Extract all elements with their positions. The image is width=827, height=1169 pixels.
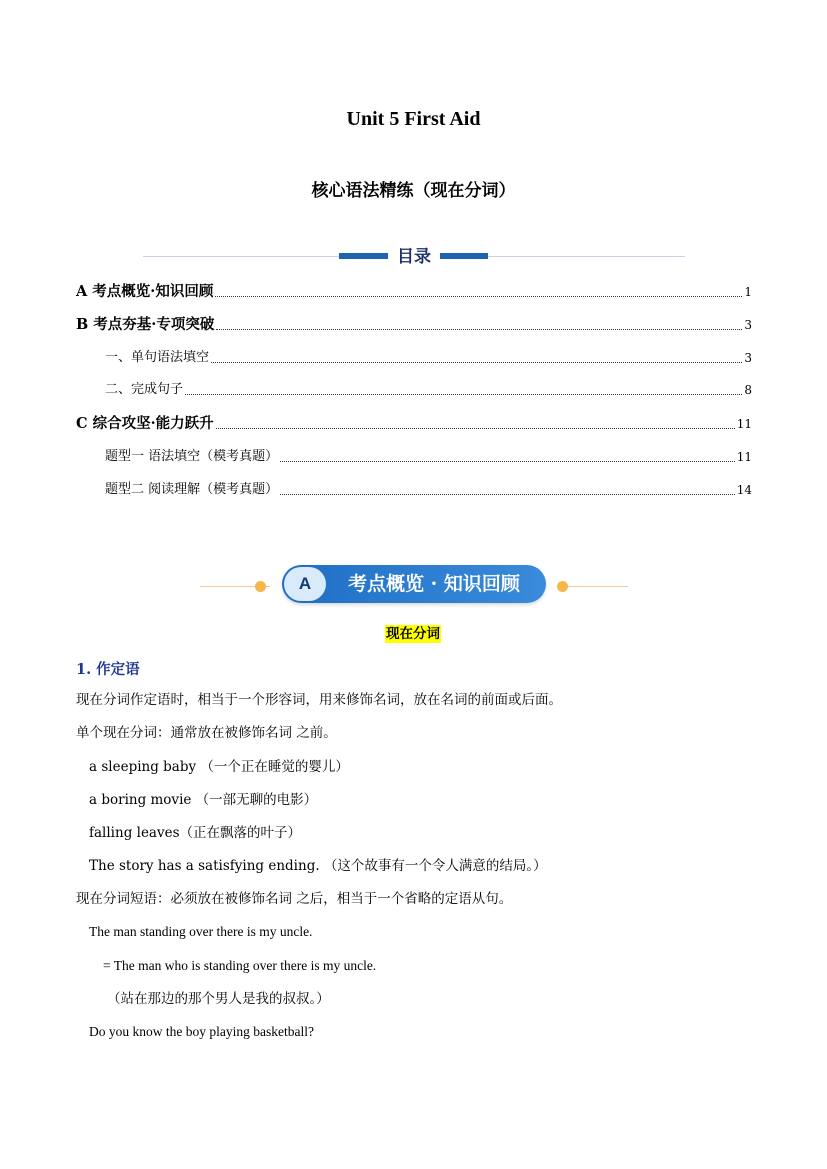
- toc-entry-page: 11: [736, 450, 752, 464]
- section-badge: A: [284, 567, 326, 601]
- toc-entry[interactable]: [105, 448, 752, 466]
- toc-leader-dots: [280, 494, 735, 495]
- paragraph: 现在分词作定语时，相当于一个形容词，用来修饰名词，放在名词的前面或后面。: [76, 692, 562, 708]
- toc-leader-dots: [216, 329, 742, 330]
- toc-entry-label: 二、完成句子: [105, 382, 184, 397]
- toc-accent-bar-right: [434, 253, 488, 259]
- banner-line-right: [558, 586, 628, 587]
- example-line: The man standing over there is my uncle.: [89, 924, 313, 939]
- paragraph: 现在分词短语：必须放在被修饰名词 之后，相当于一个省略的定语从句。: [76, 891, 513, 907]
- example-line: a boring movie （一部无聊的电影）: [89, 792, 318, 808]
- example-translation: （站在那边的那个男人是我的叔叔。）: [107, 991, 330, 1007]
- section-heading: 1. 作定语: [76, 661, 140, 678]
- toc-leader-dots: [215, 296, 742, 297]
- toc-entry-page: 11: [736, 417, 752, 431]
- toc-entry[interactable]: [76, 283, 752, 301]
- banner-dot-left: [255, 581, 266, 592]
- section-banner-text: 考点概览 · 知识回顾: [348, 573, 520, 595]
- example-line: = The man who is standing over there is my uncle.: [103, 958, 377, 973]
- toc-entry[interactable]: [105, 381, 752, 399]
- example-line: Do you know the boy playing basketball?: [89, 1024, 314, 1039]
- document-subtitle: 核心语法精练（现在分词）: [311, 181, 516, 201]
- toc-leader-dots: [280, 461, 735, 462]
- toc-entry[interactable]: [76, 316, 752, 334]
- toc-entry-page: 14: [736, 483, 752, 497]
- toc-entry-label: B 考点夯基·专项突破: [76, 316, 215, 333]
- example-line: falling leaves（正在飘落的叶子）: [89, 825, 302, 841]
- toc-entry[interactable]: [105, 481, 752, 499]
- toc-entry-label: 一、单句语法填空: [105, 350, 210, 365]
- toc-entry-label: C 综合攻坚·能力跃升: [76, 415, 214, 432]
- document-title: Unit 5 First Aid: [346, 108, 481, 130]
- toc-entry-label: 题型二 阅读理解（模考真题）: [105, 482, 279, 497]
- example-line: a sleeping baby （一个正在睡觉的婴儿）: [89, 759, 349, 775]
- paragraph: 单个现在分词：通常放在被修饰名词 之前。: [76, 725, 337, 741]
- toc-entry[interactable]: [76, 415, 752, 433]
- toc-entry-page: 8: [744, 383, 752, 397]
- toc-entry-page: 1: [744, 285, 752, 299]
- example-line: The story has a satisfying ending. （这个故事有一个令人满意的结局。）: [89, 858, 547, 874]
- toc-entry[interactable]: [105, 349, 752, 367]
- banner-dot-right: [557, 581, 568, 592]
- toc-entry-page: 3: [744, 351, 752, 365]
- toc-leader-dots: [216, 428, 735, 429]
- toc-heading: 目录: [388, 242, 440, 267]
- toc-leader-dots: [185, 394, 742, 395]
- topic-title: 现在分词: [386, 626, 440, 642]
- toc-entry-label: A 考点概览·知识回顾: [76, 283, 214, 300]
- toc-entry-label: 题型一 语法填空（模考真题）: [105, 449, 279, 464]
- toc-leader-dots: [211, 362, 742, 363]
- toc-accent-bar-left: [339, 253, 393, 259]
- toc-entry-page: 3: [744, 318, 752, 332]
